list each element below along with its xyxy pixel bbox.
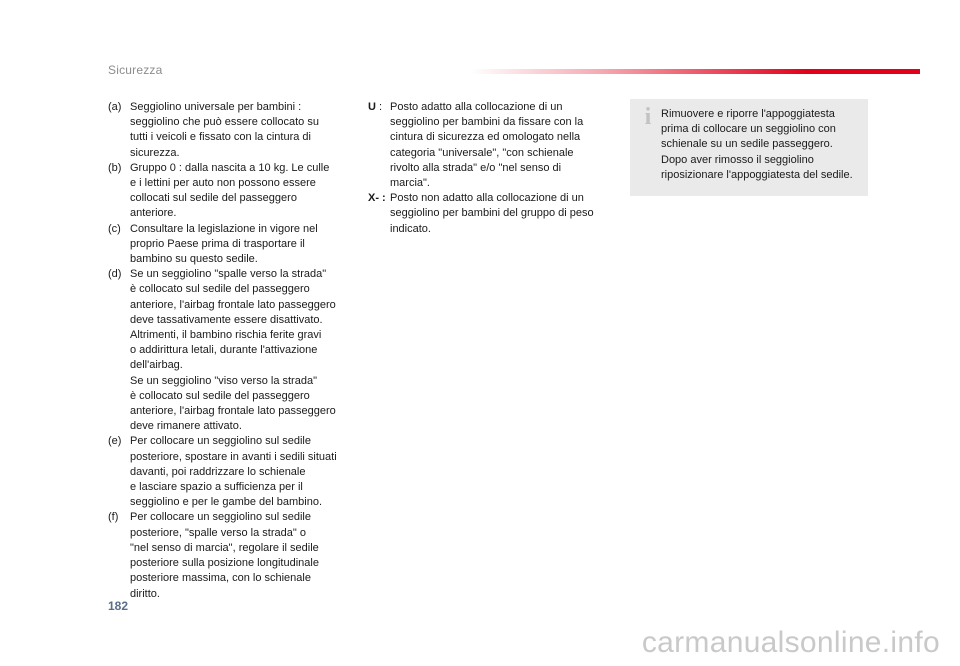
item-text: Se un seggiolino "spalle verso la strada" è collocato sul sedile del passeggero anteriore, l'airbag frontale lato passeggero deve tassativamente essere disattivato. Altrimenti, il bambino rischia ferite gravi o addirittura letali, durante l'attivazione dell'airbag. Se un seggiolino "viso verso la strada" è collocato sul sedile del passeggero anteriore, l'airbag frontale lato passeggero deve rimanere attivato. [130, 268, 336, 433]
legend-separator: : [375, 101, 383, 113]
section-title: Sicurezza [108, 63, 163, 77]
item-label: (b) [108, 161, 122, 174]
middle-column [368, 100, 608, 237]
item-text: Per collocare un seggiolino sul sedile posteriore, spostare in avanti i sedili situati davanti, poi raddrizzare lo schienale e lasciare spazio a sufficienza per il seggiolino e per le gambe del bambino. [130, 435, 337, 509]
list-item [108, 161, 348, 222]
list-item [108, 434, 348, 510]
left-column [108, 100, 348, 602]
item-label: (e) [108, 435, 122, 448]
watermark: carmanualsonline.info [641, 626, 940, 659]
legend-item [368, 191, 608, 237]
item-text: Per collocare un seggiolino sul sedile posteriore, "spalle verso la strada" o "nel senso di marcia", regolare il sedile posteriore sulla posizione longitudinale posteriore massima, con lo schienale diritto. [130, 511, 319, 600]
legend-separator: : [379, 192, 386, 205]
item-label: (a) [108, 101, 122, 113]
item-text: Seggiolino universale per bambini : seggiolino che può essere collocato su tutti i veicoli e fissato con la cintura di sicurezza. [130, 101, 319, 159]
item-text: Gruppo 0 : dalla nascita a 10 kg. Le culle e i lettini per auto non possono essere collocati sul sedile del passeggero anteriore. [130, 161, 330, 220]
legend-label: U [368, 101, 376, 113]
list-item [108, 510, 348, 601]
list-item [108, 100, 348, 161]
info-box [630, 99, 868, 196]
list-item [108, 222, 348, 268]
item-label: (f) [108, 511, 119, 524]
legend-item [368, 100, 608, 191]
header-accent-line [470, 69, 920, 74]
item-label: (c) [108, 222, 121, 235]
legend-label: X- [368, 192, 379, 205]
item-label: (d) [108, 268, 122, 281]
info-icon: i [644, 104, 652, 130]
legend-text: Posto adatto alla collocazione di un seggiolino per bambini da fissare con la cintura di sicurezza ed omologato nella categoria "universale", "con schienale rivolto alla strada" e/o "nel senso di marcia". [390, 101, 584, 190]
list-item [108, 267, 348, 434]
page-number: 182 [108, 599, 129, 613]
item-text: Consultare la legislazione in vigore nel proprio Paese prima di trasportare il bambino su questo sedile. [130, 222, 318, 266]
info-text: Rimuovere e riporre l'appoggiatesta prima di collocare un seggiolino con schienale su un sedile passeggero. Dopo aver rimosso il seggiolino riposizionare l'appoggiatesta del sedile. [661, 108, 853, 181]
legend-text: Posto non adatto alla collocazione di un seggiolino per bambini del gruppo di peso indicato. [390, 192, 594, 235]
